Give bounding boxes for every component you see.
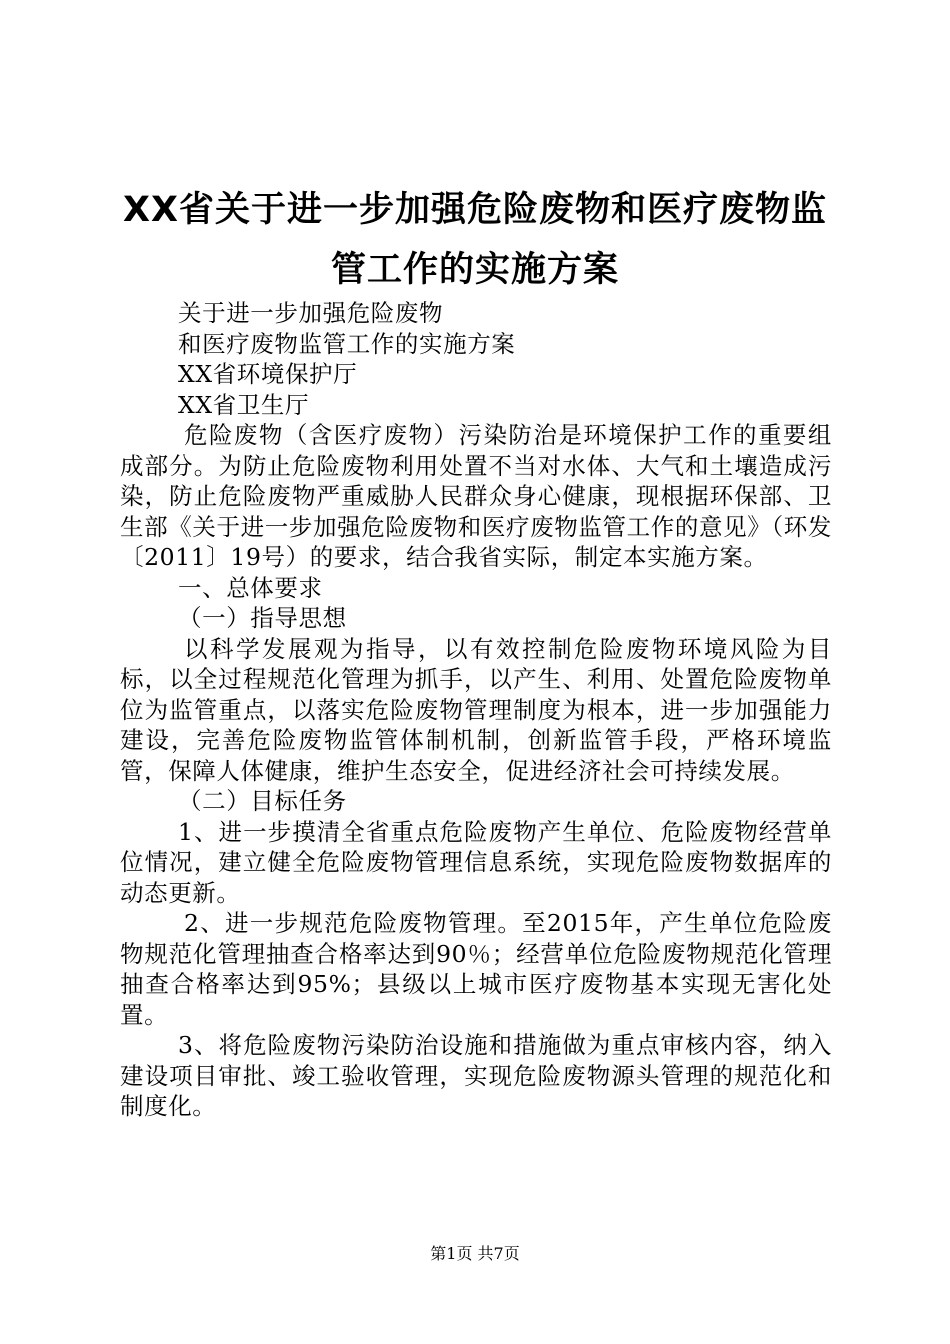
task-item-1: 1、进一步摸清全省重点危险废物产生单位、危险废物经营单位情况，建立健全危险废物管理信息系统，实现危险废物数据库的动态更新。 (120, 817, 832, 907)
subsection-heading-2: （二）目标任务 (178, 787, 347, 815)
task-item-3: 3、将危险废物污染防治设施和措施做为重点审核内容，纳入建设项目审批、竣工验收管理，实现危险废物源头管理的规范化和制度化。 (120, 1031, 832, 1120)
task-item-2: 2、进一步规范危险废物管理。至2015年，产生单位危险废物规范化管理抽查合格率达到90％；经营单位危险废物规范化管理抽查合格率达到95%；县级以上城市医疗废物基本实现无害化处置。 (120, 909, 832, 1029)
issuer-health-dept: XX省卫生厅 (178, 390, 310, 419)
document-body (120, 298, 832, 1122)
document-title-line-1: XX省关于进一步加强危险废物和医疗废物监 (123, 190, 827, 230)
subsection-heading-1: （一）指导思想 (178, 604, 347, 632)
section-heading-1: 一、总体要求 (178, 573, 323, 602)
intro-paragraph: 危险废物（含医疗废物）污染防治是环境保护工作的重要组成部分。为防止危险废物利用处置不当对水体、大气和土壤造成污染，防止危险废物严重威胁人民群众身心健康，现根据环保部、卫生部《关于进一步加强危险废物和医疗废物监管工作的意见》（环发〔2011〕19号）的要求，结合我省实际，制定本实施方案。 (120, 421, 832, 571)
subtitle-line-2: 和医疗废物监管工作的实施方案 (178, 329, 516, 358)
document-title-line-2: 管工作的实施方案 (330, 250, 619, 290)
guiding-principle-paragraph: 以科学发展观为指导，以有效控制危险废物环境风险为目标，以全过程规范化管理为抓手，以产生、利用、处置危险废物单位为监管重点，以落实危险废物管理制度为根本，进一步加强能力建设，完善危险废物监管体制机制，创新监管手段，严格环境监管，保障人体健康，维护生态安全，促进经济社会可持续发展。 (120, 634, 832, 785)
page-footer: 第1页 共7页 (430, 1244, 520, 1263)
subtitle-line-1: 关于进一步加强危险废物 (178, 299, 444, 327)
issuer-environment-dept: XX省环境保护厅 (178, 360, 358, 388)
